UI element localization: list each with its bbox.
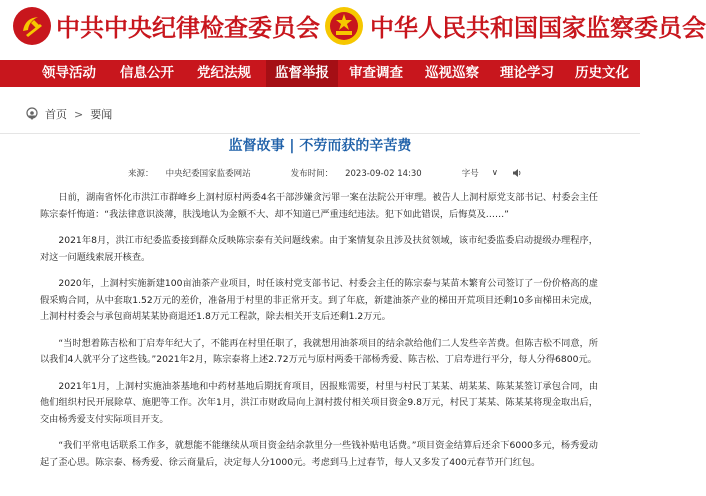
org-title-nsc[interactable]: 中华人民共和国国家监察委员会 (370, 13, 706, 42)
site-header (0, 0, 706, 60)
article-time: 2023-09-02 14:30 (345, 169, 422, 179)
font-size-control[interactable] (452, 167, 522, 179)
nav-item-info[interactable]: 信息公开 (120, 65, 174, 81)
article-body (40, 190, 598, 481)
article-meta (0, 167, 640, 179)
article-title: 监督故事 | 不劳而获的辛苦费 (228, 138, 412, 154)
nav-item-leadership[interactable]: 领导活动 (42, 65, 96, 81)
home-icon (25, 107, 39, 121)
article-paragraph: 2021年1月，上洞村实施油茶基地和中药材基地后期抚育项目，因报账需要，村里与村民丁某某、胡某某、陈某某签订承包合同，由他们组织村民开展除草、施肥等工作。次年1月，洪江市财政局向上洞村拨付相关项目资金9.8万元，村民丁某某、陈某某将现金取出后，交由杨秀爱支付实际项目开支。 (40, 380, 598, 425)
breadcrumb (25, 106, 112, 122)
source-label: 来源： (128, 169, 154, 179)
nav-item-inspection[interactable]: 巡视巡察 (425, 65, 479, 81)
font-size-dropdown-icon[interactable]: ∨ (491, 168, 498, 178)
breadcrumb-home[interactable]: 首页 (45, 108, 67, 121)
national-emblem-icon[interactable] (324, 6, 364, 46)
time-label: 发布时间： (290, 169, 334, 179)
article-paragraph: 2020年，上洞村实施新建100亩油茶产业项目，时任该村党支部书记、村委会主任的陈宗泰与某苗木繁育公司签订了一份价格高的虚假采购合同，从中套取1.52万元的差价，准备用于村里的非正常开支。到了年底，新建油茶产业的梯田开荒项目还剩10多亩梯田未完成，上洞村村委会与承包商胡某某协商退还1.8万元工程款，除去相关开支后还剩1.2万元。 (40, 278, 598, 322)
speaker-icon[interactable] (512, 168, 522, 178)
breadcrumb-separator: > (74, 107, 84, 121)
font-size-label: 字号 (461, 169, 479, 179)
divider (0, 133, 640, 134)
article-source: 中央纪委国家监委网站 (165, 169, 251, 179)
main-nav (0, 60, 640, 87)
article-paragraph: 日前，湖南省怀化市洪江市群峰乡上洞村原村两委4名干部涉嫌贪污罪一案在法院公开审理。被告人上洞村原党支部书记、村委会主任陈宗泰忏悔道：“我法律意识淡薄，肤浅地认为金额不大、却不知道已严重违纪违法。犯下如此错误，后悔莫及……” (40, 192, 598, 220)
breadcrumb-current[interactable]: 要闻 (90, 108, 113, 121)
article-paragraph: “我们平常电话联系工作多，就想能不能继续从项目资金结余款里分一些钱补贴电话费。”项目资金结算后还余下6000多元，杨秀爱动起了歪心思。陈宗泰、杨秀爱、徐云商量后，决定每人分1000元。考虑到马上过春节，每人又多发了400元春节开门红包。 (40, 440, 598, 468)
article-paragraph: “当时想着陈吉松和丁启寿年纪大了，不能再在村里任职了，我就想用油茶项目的结余款给他们二人发些辛苦费。但陈吉松不同意，所以我们4人就平分了这些钱。”2021年2月，陈宗泰将上述2.72万元与原村两委干部杨秀爱、陈吉松、丁启寿进行平分，每人分得6800元。 (40, 337, 598, 365)
party-emblem-icon[interactable] (12, 6, 52, 46)
org-title-cpc[interactable]: 中共中央纪律检查委员会 (56, 13, 320, 42)
article-paragraph: 2021年8月，洪江市纪委监委接到群众反映陈宗泰有关问题线索。由于案情复杂且涉及扶贫领域，该市纪委监委启动提级办理程序，对这一问题线索展开核查。 (40, 235, 598, 263)
nav-item-history[interactable]: 历史文化 (575, 65, 629, 81)
nav-item-theory[interactable]: 理论学习 (500, 65, 554, 81)
nav-item-report[interactable]: 监督举报 (266, 60, 338, 87)
nav-item-investigation[interactable]: 审查调查 (349, 65, 403, 81)
nav-item-regulations[interactable]: 党纪法规 (197, 65, 251, 81)
